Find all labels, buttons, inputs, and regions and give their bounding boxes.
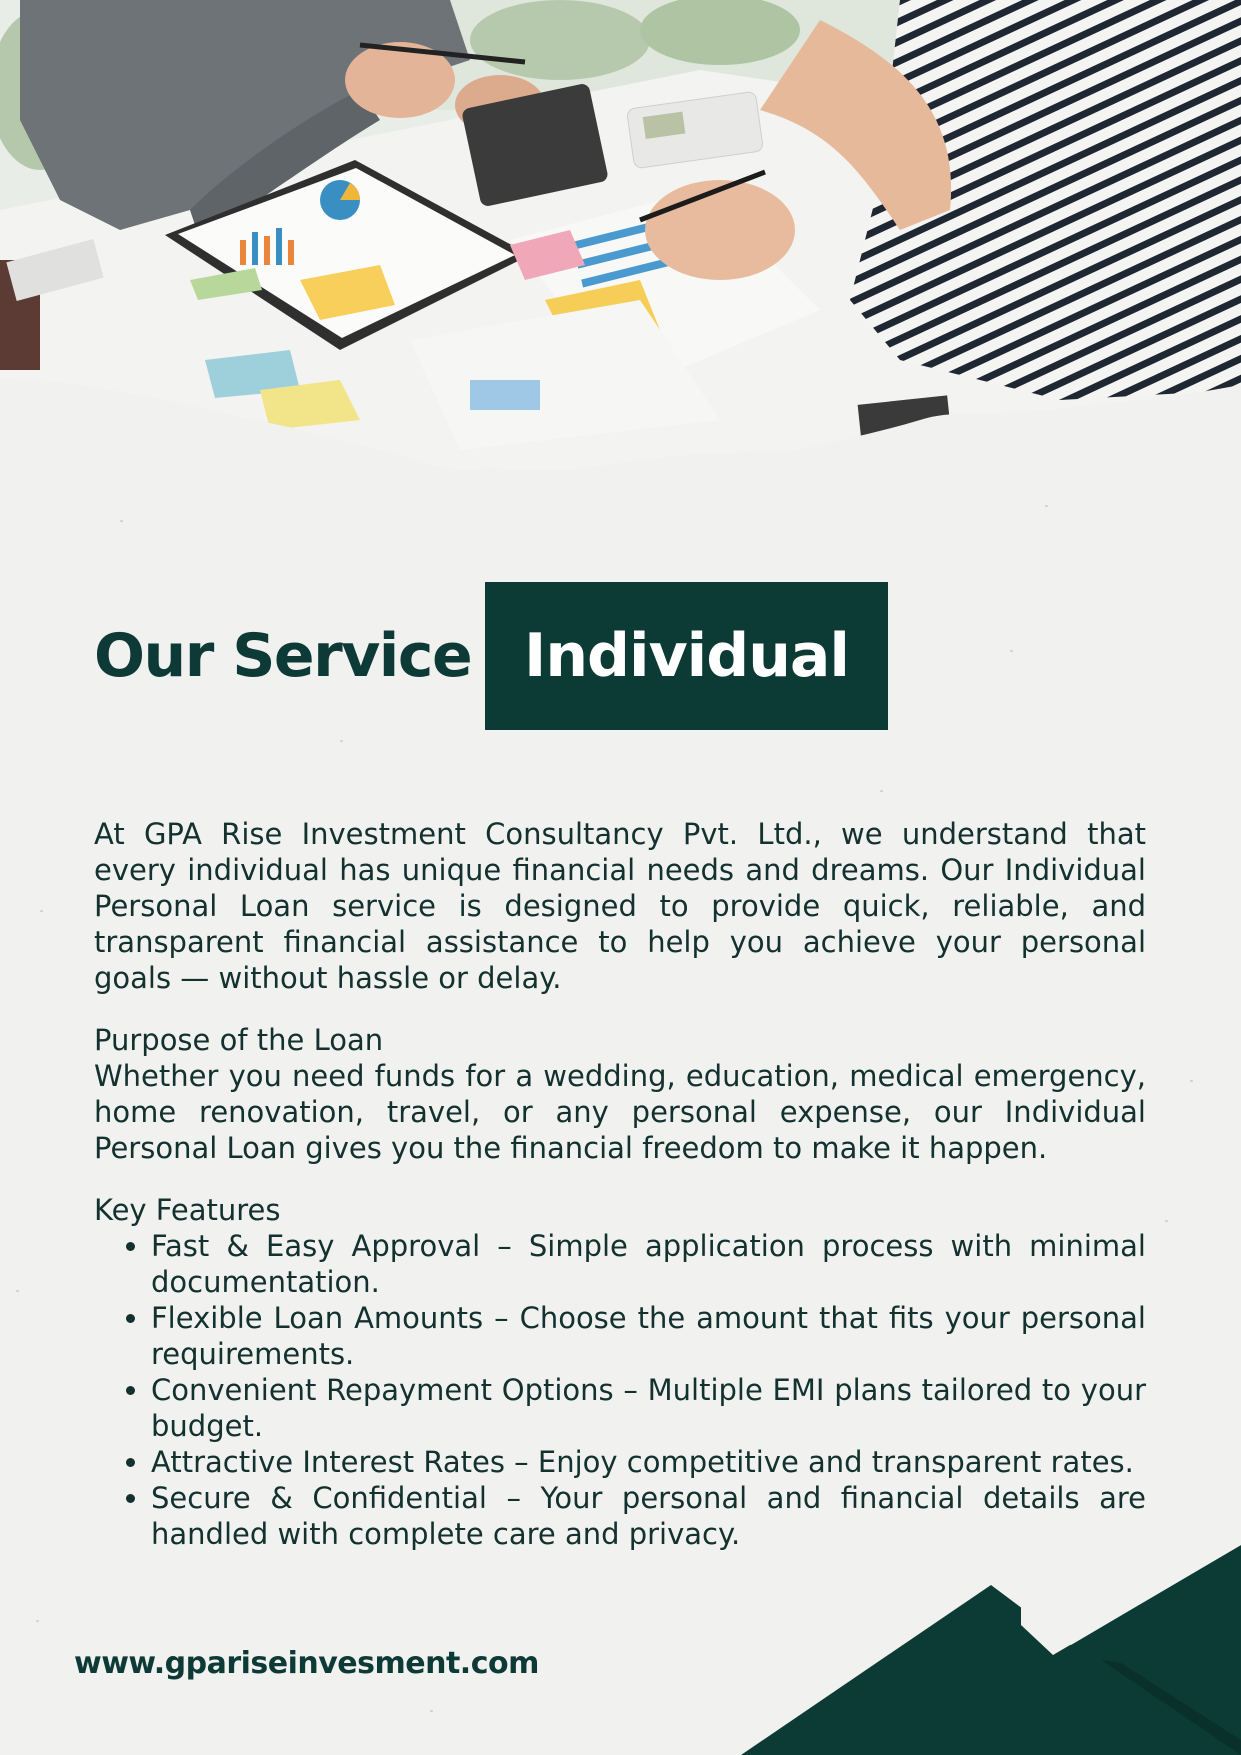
heading-tag: Individual (524, 621, 849, 691)
intro-paragraph: At GPA Rise Investment Consultancy Pvt. Ltd., we understand that every individual has unique financial needs and dreams. Our Individual Personal Loan service is designed to provide quick, reliable, and transparent financial assistance to help you achieve your personal goals — without hassle or delay. (94, 817, 1146, 995)
list-item: • Secure & Confidential – Your personal and financial details are handled with complete care and privacy. (151, 1480, 1146, 1552)
features-title: Key Features (94, 1193, 281, 1227)
purpose-text: Whether you need funds for a wedding, education, medical emergency, home renovation, travel, or any personal expense, our Individual Personal Loan gives you the financial freedom to make it happen. (94, 1059, 1146, 1165)
list-item: • Flexible Loan Amounts – Choose the amount that fits your personal requirements. (151, 1300, 1146, 1372)
list-item: • Convenient Repayment Options – Multiple EMI plans tailored to your budget. (151, 1372, 1146, 1444)
heading-tag-box (485, 582, 888, 730)
purpose-title: Purpose of the Loan (94, 1023, 384, 1057)
heading-title: Our Service (94, 621, 472, 691)
features-list (94, 1228, 1146, 1552)
body-content (94, 816, 1146, 1552)
page-heading (94, 582, 849, 730)
list-item: • Attractive Interest Rates – Enjoy competitive and transparent rates. (151, 1444, 1146, 1480)
corner-decoration (741, 1545, 1241, 1755)
list-item: • Fast & Easy Approval – Simple application process with minimal documentation. (151, 1228, 1146, 1300)
hero-photo (0, 0, 1241, 480)
website-link[interactable]: www.gpariseinvesment.com (74, 1646, 539, 1681)
